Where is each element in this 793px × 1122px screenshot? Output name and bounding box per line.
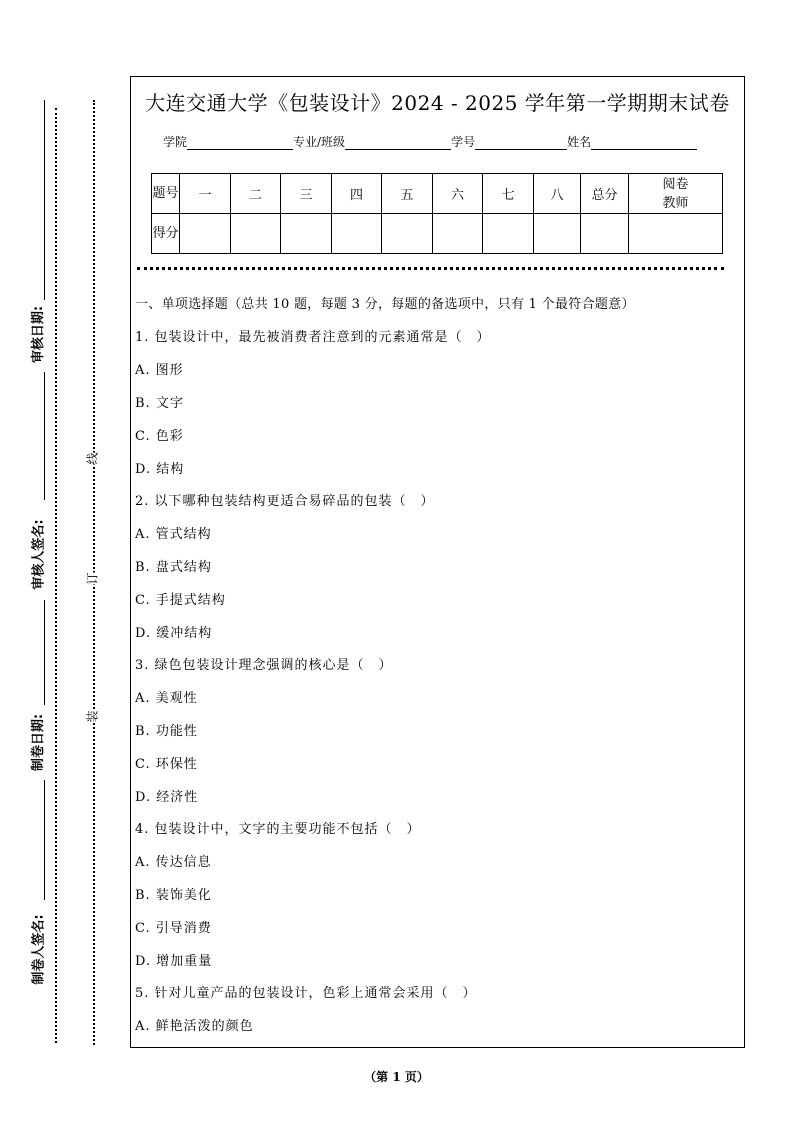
- sidebar-line: [44, 100, 45, 300]
- row-label-question: 题号: [152, 174, 180, 214]
- option-text: C. 引导消费: [135, 921, 212, 936]
- option-text: D. 增加重量: [135, 954, 213, 969]
- student-id-field[interactable]: [475, 137, 567, 150]
- student-info-row: [163, 133, 697, 150]
- sidebar-line: [44, 600, 45, 705]
- score-cell[interactable]: [180, 214, 231, 254]
- score-cell[interactable]: [433, 214, 483, 254]
- option-text: D. 缓冲结构: [135, 626, 213, 641]
- score-cell[interactable]: [332, 214, 382, 254]
- header-cell: 一: [180, 174, 231, 214]
- score-cell[interactable]: [281, 214, 332, 254]
- option-text: A. 图形: [135, 363, 184, 378]
- option-text: B. 文字: [135, 396, 184, 411]
- option-text: A. 鲜艳活泼的颜色: [135, 1019, 254, 1034]
- exam-frame: [130, 76, 745, 1048]
- score-table-header-row: [152, 174, 723, 214]
- section-heading: 一、单项选择题（总共 10 题，每题 3 分，每题的备选项中，只有 1 个最符合题意）: [135, 297, 635, 312]
- exam-title: 大连交通大学《包装设计》2024 - 2025 学年第一学期期末试卷: [145, 91, 730, 115]
- make-date-label: 制卷日期:: [31, 713, 47, 772]
- row-label-score: 得分: [152, 214, 180, 254]
- question-stem: 1. 包装设计中，最先被消费者注意到的元素通常是（ ）: [135, 330, 491, 345]
- student-id-label: 学号: [451, 135, 476, 149]
- option-text: A. 传达信息: [135, 855, 212, 870]
- option-text: C. 色彩: [135, 429, 184, 444]
- header-cell: 六: [433, 174, 483, 214]
- option-text: D. 经济性: [135, 790, 199, 805]
- header-cell: 五: [382, 174, 433, 214]
- score-cell[interactable]: [382, 214, 433, 254]
- score-table-score-row: [152, 214, 723, 254]
- question-stem: 4. 包装设计中，文字的主要功能不包括（ ）: [135, 822, 421, 837]
- score-cell[interactable]: [629, 214, 723, 254]
- name-label: 姓名: [567, 135, 592, 149]
- college-field[interactable]: [187, 137, 293, 150]
- score-table: [151, 173, 723, 254]
- option-text: D. 结构: [135, 462, 185, 477]
- maker-sign-label: 制卷人签名:: [31, 914, 47, 985]
- college-label: 学院: [163, 135, 188, 149]
- score-cell[interactable]: [534, 214, 581, 254]
- major-field[interactable]: [345, 137, 451, 150]
- option-text: B. 功能性: [135, 724, 198, 739]
- major-label: 专业/班级: [293, 135, 346, 149]
- header-cell: 八: [534, 174, 581, 214]
- score-cell[interactable]: [581, 214, 629, 254]
- binding-order-mark: 订: [85, 572, 100, 585]
- name-field[interactable]: [591, 137, 697, 150]
- review-date-label: 审核日期:: [31, 305, 47, 364]
- score-cell[interactable]: [483, 214, 534, 254]
- option-text: C. 环保性: [135, 757, 198, 772]
- header-cell: 七: [483, 174, 534, 214]
- page-number: （第 1 页）: [364, 1070, 429, 1084]
- option-text: B. 盘式结构: [135, 560, 212, 575]
- header-cell: 四: [332, 174, 382, 214]
- question-stem: 5. 针对儿童产品的包装设计，色彩上通常会采用（ ）: [135, 986, 477, 1001]
- header-cell: 阅卷教师: [629, 174, 723, 214]
- binding-bind-mark: 装: [85, 710, 100, 723]
- dotted-margin-line: [55, 108, 57, 1043]
- dotted-separator: [137, 267, 724, 270]
- option-text: A. 美观性: [135, 691, 198, 706]
- option-text: A. 管式结构: [135, 527, 212, 542]
- option-text: B. 装饰美化: [135, 888, 212, 903]
- reviewer-sign-label: 审核人签名:: [31, 519, 47, 590]
- option-text: C. 手提式结构: [135, 593, 226, 608]
- header-cell: 总分: [581, 174, 629, 214]
- header-cell: 二: [231, 174, 281, 214]
- question-stem: 3. 绿色包装设计理念强调的核心是（ ）: [135, 658, 393, 673]
- question-stem: 2. 以下哪种包装结构更适合易碎品的包装（ ）: [135, 494, 435, 509]
- sidebar-line: [44, 372, 45, 500]
- header-cell: 三: [281, 174, 332, 214]
- score-cell[interactable]: [231, 214, 281, 254]
- binding-line-mark: 线: [85, 452, 100, 465]
- sidebar-line: [44, 780, 45, 900]
